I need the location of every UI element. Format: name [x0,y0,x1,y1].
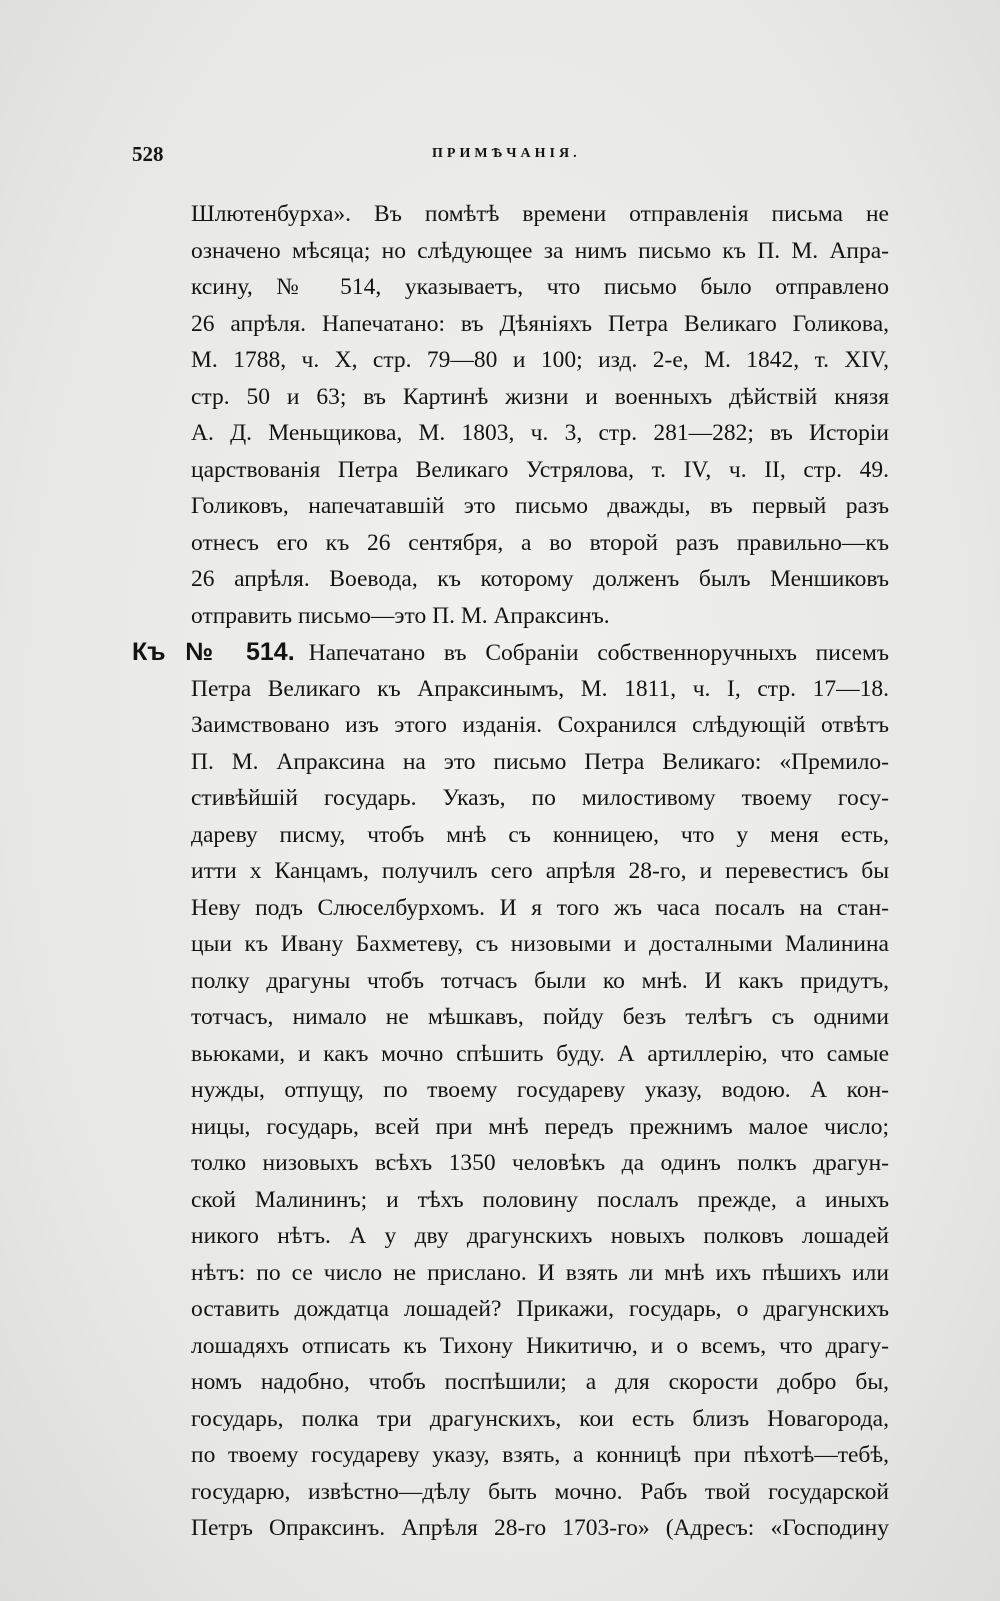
text-line: ской Малининъ; и тѣхъ половину послалъ прежде, а иныхъ [191,1186,889,1213]
text-line: государю, извѣстно—дѣлу быть мочно. Рабъ твой государской [191,1478,889,1505]
text-line: Петръ Опраксинъ. Апрѣля 28-го 1703-го» (Адресъ: «Господину [191,1515,889,1541]
text-line: Шлютенбурха». Въ помѣтѣ времени отправленія письма не [191,201,889,227]
text-line: А. Д. Меньщикова, М. 1803, ч. 3, стр. 281—282; въ Исторіи [191,420,889,446]
text-line: царствованія Петра Великаго Устрялова, т. IV, ч. II, стр. 49. [191,456,889,483]
text-line: ницы, государь, всей при мнѣ передъ прежнимъ малое число; [191,1113,889,1140]
text-line: вьюками, и какъ мочно спѣшить буду. А артиллерію, что самые [191,1040,889,1067]
text-line: Петра Великаго къ Апраксинымъ, М. 1811, ч. I, стр. 17—18. [191,675,889,702]
text-line: отправить письмо—это П. М. Апраксинъ. [191,602,610,629]
text-line: М. 1788, ч. X, стр. 79—80 и 100; изд. 2-е, М. 1842, т. XIV, [191,347,889,373]
text-line: итти х Канцамъ, получилъ сего апрѣля 28-го, и перевестисъ бы [191,858,889,884]
text-line: цыи къ Ивану Бахметеву, съ низовыми и досталными Малинина [191,931,889,957]
text-line: по твоему государеву указу, взять, а конницѣ при пѣхотѣ—тебѣ, [191,1442,889,1468]
text-line: никого нѣтъ. А у дву драгунскихъ новыхъ полковъ лошадей [191,1223,889,1249]
text-line: стивѣйшій государь. Указъ, по милостивому твоему госу- [191,785,889,811]
text-line: нужды, отпущу, по твоему государеву указу, водою. А кон- [191,1077,889,1103]
text-line: Неву подъ Слюселбурхомъ. И я того жъ часа посалъ на стан- [191,894,889,921]
running-title: ПРИМѢЧАНІЯ. [432,146,581,161]
text-line: стр. 50 и 63; въ Картинѣ жизни и военныхъ дѣйствій князя [191,383,889,410]
note-reference: Къ № 514. [132,638,295,666]
page-header [132,142,887,172]
text-line: государь, полка три драгунскихъ, кои есть близъ Новагорода, [191,1405,889,1432]
text-line: номъ надобно, чтобъ поспѣшили; а для скорости добро бы, [191,1369,889,1395]
text-line: означено мѣсяца; но слѣдующее за нимъ письмо къ П. М. Апра- [191,237,889,264]
text-line: 26 апрѣля. Воевода, къ которому долженъ былъ Меншиковъ [191,566,889,592]
text-line: лошадяхъ отписать къ Тихону Никитичю, и о всемъ, что драгу- [191,1332,889,1359]
text-line: нѣтъ: по се число не прислано. И взять ли мнѣ ихъ пѣшихъ или [191,1259,889,1286]
text-line: Голиковъ, напечатавшій это письмо дважды, въ первый разъ [191,493,889,519]
text-line: тотчасъ, нимало не мѣшкавъ, пойду безъ телѣгъ съ одними [191,1004,889,1030]
page-number: 528 [132,142,164,166]
text-line: отнесъ его къ 26 сентября, а во второй разъ правильно—къ [191,529,889,556]
page-body [132,196,889,1547]
text-line: 26 апрѣля. Напечатано: въ Дѣяніяхъ Петра Великаго Голикова, [191,310,889,337]
text-line: полку драгуны чтобъ тотчасъ были ко мнѣ. И какъ придутъ, [191,967,889,994]
text-line: дареву писму, чтобъ мнѣ съ конницею, что у меня есть, [191,821,889,848]
text-line: ксину, № 514, указываетъ, что письмо было отправлено [191,274,889,300]
note-514-first-line: Напечатано въ Собраніи собственноручныхъ писемъ [308,640,889,666]
text-line: Заимствовано изъ этого изданія. Сохранился слѣдующій отвѣтъ [191,712,889,738]
text-line: толко низовыхъ всѣхъ 1350 человѣкъ да одинъ полкъ драгун- [191,1150,889,1176]
note-514-heading-line [132,634,889,671]
text-line: П. М. Апраксина на это письмо Петра Великаго: «Премило- [191,748,889,775]
text-line: оставить дождатца лошадей? Прикажи, государь, о драгунскихъ [191,1296,889,1322]
